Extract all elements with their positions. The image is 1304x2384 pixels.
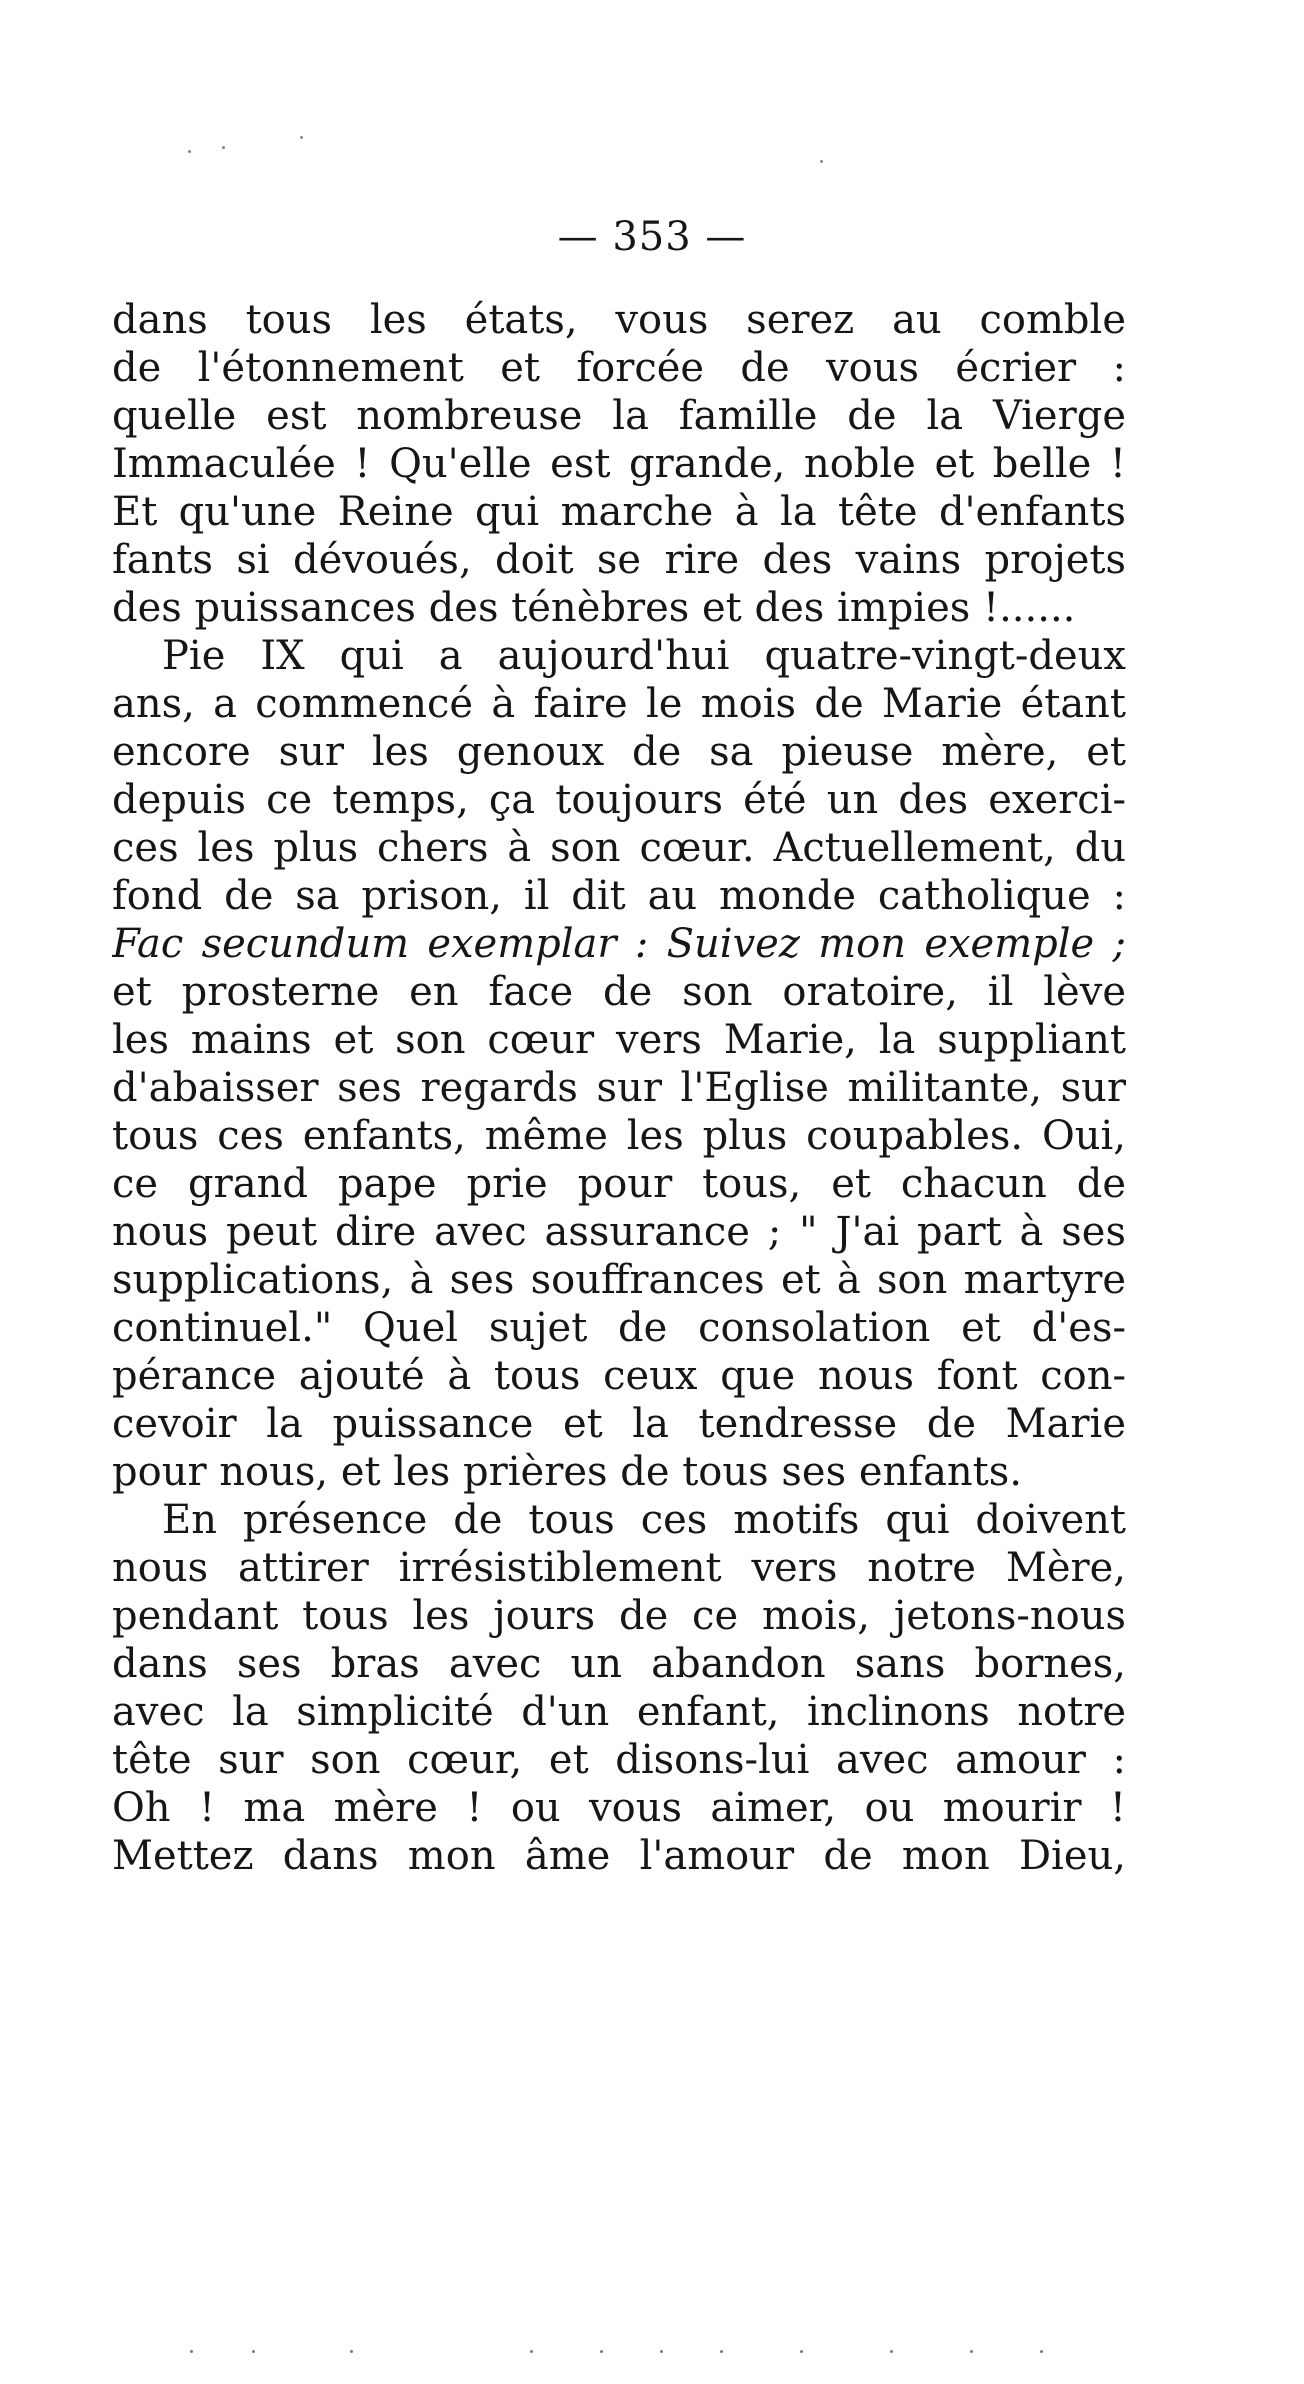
text-line: pendant tous les jours de ce mois, jetons-nous bbox=[112, 1593, 1126, 1639]
text-line: Pie IX qui a aujourd'hui quatre-vingt-deux bbox=[162, 633, 1126, 679]
text-line: dans tous les états, vous serez au comble bbox=[112, 297, 1126, 343]
bottom-print-specks bbox=[190, 2350, 1070, 2362]
text-line: encore sur les genoux de sa pieuse mère, et bbox=[112, 729, 1126, 775]
text-line: fants si dévoués, doit se rire des vains projets bbox=[112, 537, 1126, 583]
text-line: Fac secundum exemplar : Suivez mon exemple ; bbox=[112, 921, 1126, 967]
text-line: dans ses bras avec un abandon sans bornes, bbox=[112, 1641, 1126, 1687]
text-line: des puissances des ténèbres et des impies !...... bbox=[112, 585, 1076, 631]
text-line: nous attirer irrésistiblement vers notre Mère, bbox=[112, 1545, 1126, 1591]
text-line: Mettez dans mon âme l'amour de mon Dieu, bbox=[112, 1833, 1126, 1879]
text-line: continuel." Quel sujet de consolation et d'es- bbox=[112, 1305, 1126, 1351]
print-speck bbox=[300, 136, 303, 139]
body-text bbox=[112, 296, 1126, 1880]
text-line: pour nous, et les prières de tous ses enfants. bbox=[112, 1449, 1022, 1495]
text-line: nous peut dire avec assurance ; " J'ai part à ses bbox=[112, 1209, 1126, 1255]
text-line: ces les plus chers à son cœur. Actuellement, du bbox=[112, 825, 1126, 871]
text-line: Et qu'une Reine qui marche à la tête d'enfants bbox=[112, 489, 1126, 535]
text-line: d'abaisser ses regards sur l'Eglise militante, sur bbox=[112, 1065, 1126, 1111]
text-line: Immaculée ! Qu'elle est grande, noble et belle ! bbox=[112, 441, 1126, 487]
text-line: avec la simplicité d'un enfant, inclinons notre bbox=[112, 1689, 1126, 1735]
print-speck bbox=[222, 146, 225, 149]
text-line: supplications, à ses souffrances et à son martyre bbox=[112, 1257, 1126, 1303]
text-line: tous ces enfants, même les plus coupables. Oui, bbox=[112, 1113, 1126, 1159]
page-number: — 353 — bbox=[557, 214, 747, 260]
text-line: cevoir la puissance et la tendresse de Marie bbox=[112, 1401, 1126, 1447]
text-line: quelle est nombreuse la famille de la Vierge bbox=[112, 393, 1126, 439]
text-line: tête sur son cœur, et disons-lui avec amour : bbox=[112, 1737, 1126, 1783]
print-speck bbox=[820, 160, 823, 163]
text-line: Oh ! ma mère ! ou vous aimer, ou mourir ! bbox=[112, 1785, 1126, 1831]
print-speck bbox=[188, 150, 191, 153]
text-line: ans, a commencé à faire le mois de Marie étant bbox=[112, 681, 1126, 727]
text-line: ce grand pape prie pour tous, et chacun de bbox=[112, 1161, 1126, 1207]
text-line: les mains et son cœur vers Marie, la suppliant bbox=[112, 1017, 1126, 1063]
text-line: fond de sa prison, il dit au monde catholique : bbox=[112, 873, 1126, 919]
text-line: pérance ajouté à tous ceux que nous font con- bbox=[112, 1353, 1126, 1399]
text-line: En présence de tous ces motifs qui doivent bbox=[162, 1497, 1126, 1543]
text-line: depuis ce temps, ça toujours été un des exerci- bbox=[112, 777, 1126, 823]
text-line: et prosterne en face de son oratoire, il lève bbox=[112, 969, 1126, 1015]
text-line: de l'étonnement et forcée de vous écrier : bbox=[112, 345, 1126, 391]
